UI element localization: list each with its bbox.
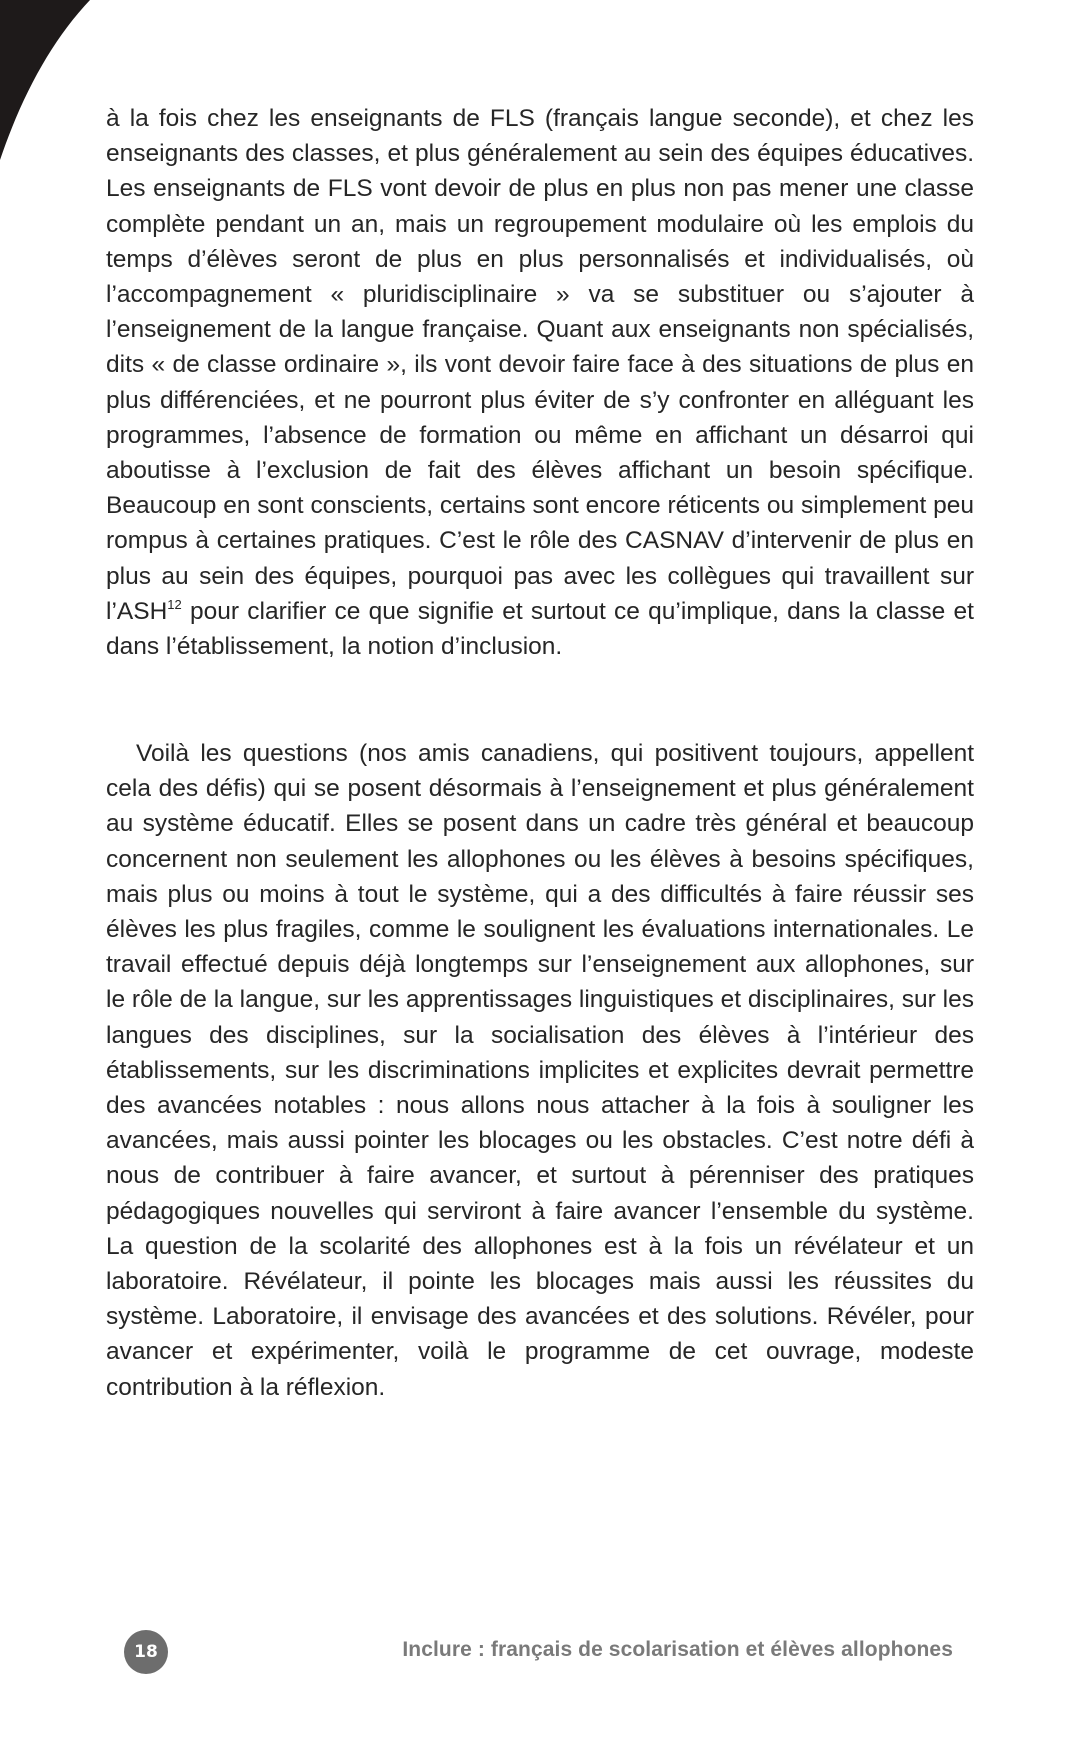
corner-decoration (0, 0, 100, 170)
running-title: Inclure : français de scolarisation et élèves allophones (402, 1638, 953, 1661)
page-number-badge: 18 (124, 1630, 168, 1674)
footnote-reference[interactable]: 12 (167, 596, 182, 612)
body-paragraph-1 (106, 101, 974, 664)
paragraph-1-text: à la fois chez les enseignants de FLS (français langue seconde), et chez les enseignants des classes, et plus généralement au sein des équipes éducatives. Les enseignants de FLS vont devoir de plus en plus non pas mener une classe complète pendant un an, mais un regroupement modulaire où les emplois du temps d’élèves seront de plus en plus personnalisés et individualisés, où l’accompagnement « pluridisciplinaire » va se substituer ou s’ajouter à l’enseignement de la langue française. Quant aux enseignants non spécialisés, dits « de classe ordinaire », ils vont devoir faire face à des situations de plus en plus différenciées, et ne pourront plus éviter de s’y confronter en alléguant les programmes, l’absence de formation ou même en affichant un désarroi qui aboutisse à l’exclusion de fait des élèves affichant un besoin spécifique. Beaucoup en sont conscients, certains sont encore réticents ou simplement peu rompus à certaines pratiques. C’est le rôle des CASNAV d’intervenir de plus en plus au sein des équipes, pourquoi pas avec les collègues qui travaillent sur l’ASH (106, 105, 974, 625)
body-paragraph-2: Voilà les questions (nos amis canadiens, qui positivent toujours, appellent cela des défis) qui se posent désormais à l’enseignement et plus généralement au système éducatif. Elles se posent dans un cadre très général et beaucoup concernent non seulement les allophones ou les élèves à besoins spécifiques, mais plus ou moins à tout le système, qui a des difficultés à faire réussir ses élèves les plus fragiles, comme le soulignent les évaluations internationales. Le travail effectué depuis déjà longtemps sur l’enseignement aux allophones, sur le rôle de la langue, sur les apprentissages linguistiques et disciplinaires, sur les langues des disciplines, sur la socialisation des élèves à l’intérieur des établissements, sur les discriminations implicites et explicites devrait permettre des avancées notables : nous allons nous attacher à la fois à souligner les avancées, mais aussi pointer les blocages ou les obstacles. C’est notre défi à nous de contribuer à faire avancer, et surtout à pérenniser des pratiques pédagogiques nouvelles qui serviront à faire avancer l’ensemble du système. La question de la scolarité des allophones est à la fois un révélateur et un laboratoire. Révélateur, il pointe les blocages mais aussi les réussites du système. Laboratoire, il envisage des avancées et des solutions. Révéler, pour avancer et expérimenter, voilà le programme de cet ouvrage, modeste contribution à la réflexion. (106, 740, 974, 1401)
paragraph-1-ending: pour clarifier ce que signifie et surtout ce qu’implique, dans la classe et dans l’établissement, la notion d’inclusion. (106, 597, 974, 661)
page-footer (0, 1630, 1070, 1676)
